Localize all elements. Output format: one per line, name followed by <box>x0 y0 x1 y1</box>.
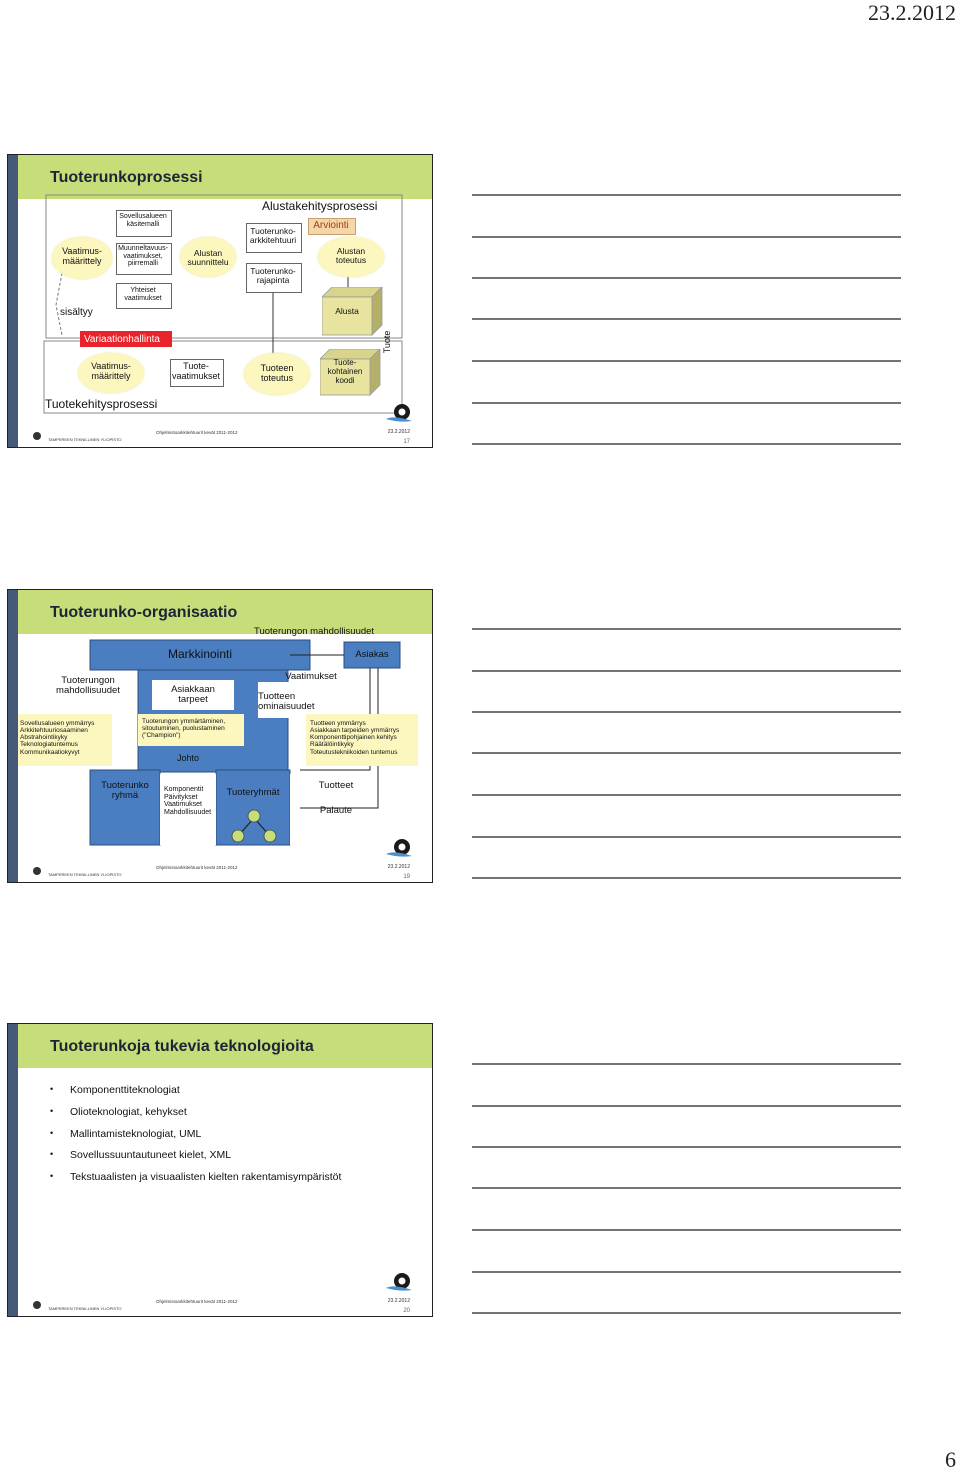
gear-logo-icon <box>384 401 414 427</box>
footer-date: 23.2.2012 <box>387 429 410 435</box>
interface-label: Tuoterunko- rajapinta <box>250 266 296 286</box>
contains-label: sisältyy <box>60 307 93 318</box>
bullet-item: • Tekstuaalisten ja visuaalisten kielten rakentamisympäristöt <box>58 1171 341 1183</box>
university-name: TAMPEREEN TEKNILLINEN YLIOPISTO <box>48 437 122 442</box>
slide-number: 19 <box>403 874 410 880</box>
bullet-item: • Olioteknologiat, kehykset <box>58 1106 341 1118</box>
page-number: 6 <box>945 1447 956 1472</box>
bullet-item: • Sovellussuuntautuneet kielet, XML <box>58 1149 341 1161</box>
platform-process-label: Alustakehitysprosessi <box>262 199 378 213</box>
slide-title: Tuoterunkoprosessi <box>50 169 203 186</box>
tuote-vertical-label: Tuote <box>382 330 393 354</box>
platform-impl-label: Alustan toteutus <box>335 246 367 266</box>
slide-title: Tuoterunko-organisaatio <box>50 604 238 621</box>
slide-number: 20 <box>403 1308 410 1314</box>
notes-lines-slide-1 <box>472 194 902 454</box>
product-req-label: Tuote- vaatimukset <box>171 361 221 381</box>
architecture-label: Tuoterunko- arkkitehtuuri <box>249 226 297 246</box>
customer-needs-label: Asiakkaan tarpeet <box>171 684 215 706</box>
platform-label: Alusta <box>335 306 359 316</box>
notes-lines-slide-3 <box>472 1063 902 1323</box>
feedback-label: Palaute <box>319 805 353 816</box>
gear-logo-icon <box>384 836 414 862</box>
gear-logo-icon <box>384 1270 414 1296</box>
variation-label: Variaationhallinta <box>84 334 160 345</box>
top-opportunities-label: Tuoterungon mahdollisuudet <box>254 626 375 637</box>
customer-label: Asiakas <box>355 649 389 660</box>
left-opportunities-label: Tuoterungon mahdollisuudet <box>56 675 120 697</box>
left-skills-text: Sovellusalueen ymmärrys Arkkitehtuuriosaaminen Abstrahointikyky Teknologiatuntemus Kommunikaatiokyvyt <box>20 720 95 756</box>
common-req-label: Yhteiset vaatimukset <box>124 287 162 302</box>
product-impl-label: Tuoteen toteutus <box>260 363 294 383</box>
page-date: 23.2.2012 <box>868 0 956 25</box>
product-features-label: Tuotteen ominaisuudet <box>258 691 315 713</box>
products-label: Tuotteet <box>318 780 354 791</box>
technology-bullet-list <box>58 1084 341 1193</box>
domain-model-label: Sovellusalueen käsitemalli <box>119 213 167 228</box>
right-skills-text: Tuotteen ymmärrys Asiakkaan tarpeiden ymmärrys Komponenttipohjainen kehitys Räätälöintikyky Toteutustekniikoiden tuntemus <box>310 720 400 756</box>
slide-tuoterunko-organisaatio <box>7 589 433 883</box>
footer-date: 23.2.2012 <box>387 1298 410 1304</box>
product-code-label: Tuote- kohtainen koodi <box>327 358 363 385</box>
mid-skills-text: Tuoterungon ymmärtäminen, sitoutuminen, puolustaminen ("Champion") <box>142 718 226 740</box>
slide-tuoterunkoprosessi <box>7 154 433 448</box>
requirements-label: Vaatimukset <box>285 671 337 682</box>
university-name: TAMPEREEN TEKNILLINEN YLIOPISTO <box>48 1306 122 1311</box>
platform-design-label: Alustan suunnittelu <box>187 248 229 268</box>
req-top-label: Vaatimus- määrittely <box>62 246 102 266</box>
outputs-text: Komponentit Päivitykset Vaatimukset Mahdollisuudet <box>164 786 212 817</box>
arviointi-label: Arviointi <box>313 220 349 231</box>
management-label: Johto <box>176 753 200 763</box>
product-process-label: Tuotekehitysprosessi <box>45 397 158 411</box>
platform-group-label: Tuoterunko ryhmä <box>101 780 149 802</box>
bullet-item: • Mallintamisteknologiat, UML <box>58 1128 341 1140</box>
footer-course: Ohjelmistoarkkitehtuurit kevät 2011-2012 <box>156 430 238 435</box>
university-name: TAMPEREEN TEKNILLINEN YLIOPISTO <box>48 872 122 877</box>
req-bottom-label: Vaatimus- määrittely <box>91 361 131 381</box>
slide-number: 17 <box>403 439 410 445</box>
slide-tuoterunkoja-tukevia-teknologioita <box>7 1023 433 1317</box>
footer-date: 23.2.2012 <box>387 864 410 870</box>
footer-course: Ohjelmistoarkkitehtuurit kevät 2011-2012 <box>156 1299 238 1304</box>
slide-sidebar <box>8 1024 18 1316</box>
variability-label: Muunneltavuus- vaatimukset, piirremalli <box>118 245 168 268</box>
marketing-label: Markkinointi <box>167 647 233 661</box>
slide-title: Tuoterunkoja tukevia teknologioita <box>50 1038 314 1055</box>
notes-lines-slide-2 <box>472 628 902 888</box>
bullet-item: • Komponenttiteknologiat <box>58 1084 341 1096</box>
product-groups-label: Tuoteryhmät <box>226 787 280 798</box>
footer-course: Ohjelmistoarkkitehtuurit kevät 2011-2012 <box>156 865 238 870</box>
